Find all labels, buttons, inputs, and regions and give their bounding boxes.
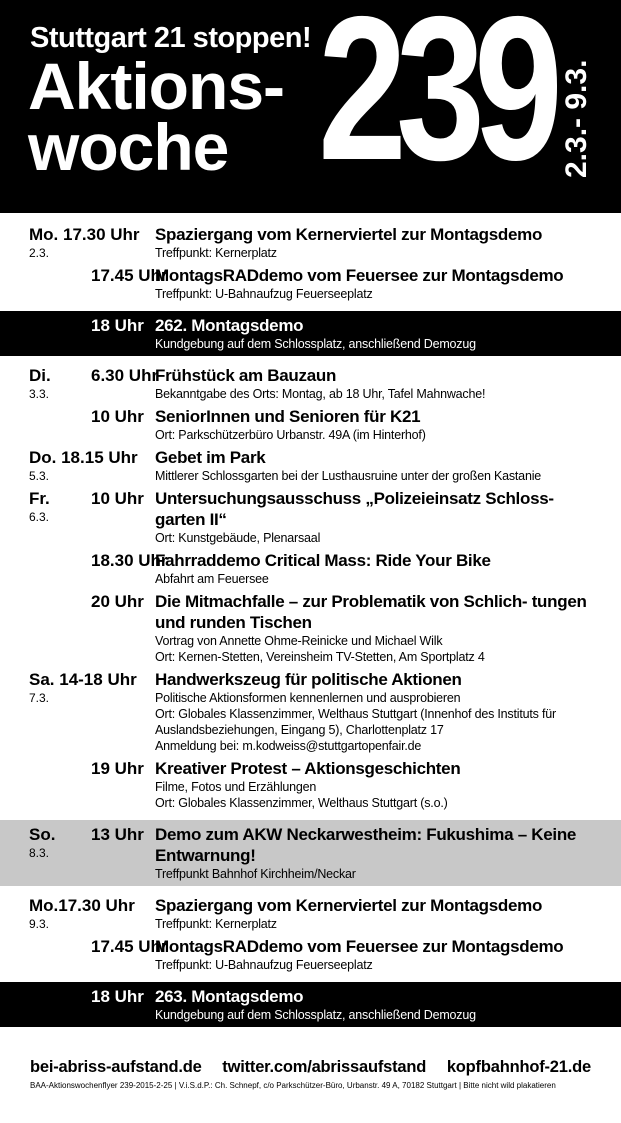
event-day: So. — [29, 825, 56, 844]
week-dates: 2.3.- 9.3. — [560, 59, 593, 178]
event-detail: Anmeldung bei: m.kodweiss@stuttgartopenfair.de — [155, 739, 422, 753]
event-row — [0, 265, 621, 302]
event-title: 262. Montagsdemo — [155, 316, 304, 335]
imprint: BAA-Aktionswochenflyer 239-2015-2-25 | V.i.S.d.P.: Ch. Schnepf, c/o Parkschützer-Büro, Urbanstr. 49 A, 70182 Stuttgart | Bitte nicht wild plakatieren — [30, 1081, 556, 1090]
week-number: 239 — [318, 0, 553, 203]
event-detail: Treffpunkt: Kernerplatz — [155, 246, 277, 260]
event-day-column — [0, 669, 137, 754]
event-time — [91, 447, 139, 484]
event-body — [155, 315, 595, 352]
event-day: Mo. 17.30 Uhr — [29, 225, 140, 244]
event-time — [91, 895, 139, 932]
spacer — [0, 356, 621, 365]
event-time — [91, 224, 139, 261]
event-row — [0, 982, 621, 1027]
event-detail: Ort: Kernen-Stetten, Vereinsheim TV-Stetten, Am Sportplatz 4 — [155, 650, 485, 664]
event-day-column — [0, 406, 91, 443]
event-time: 17.45 Uhr — [91, 266, 168, 285]
event-detail: Abfahrt am Feuersee — [155, 572, 269, 586]
event-date: 9.3. — [29, 917, 50, 931]
event-row — [0, 550, 621, 587]
event-body — [155, 365, 595, 402]
event-detail: Ort: Parkschützerbüro Urbanstr. 49A (im Hinterhof) — [155, 428, 426, 442]
event-body — [155, 447, 595, 484]
event-day: Mo.17.30 Uhr — [29, 896, 135, 915]
event-title: Frühstück am Bauzaun — [155, 366, 337, 385]
event-title: Untersuchungsausschuss „Polizeieinsatz Schloss- garten II“ — [155, 489, 554, 529]
event-detail: Treffpunkt: U-Bahnaufzug Feuerseeplatz — [155, 958, 373, 972]
event-day-column — [0, 895, 135, 932]
footer-link-twitter[interactable]: twitter.com/abrissaufstand — [222, 1058, 427, 1076]
event-row — [0, 406, 621, 443]
event-day-column — [0, 447, 138, 484]
event-detail: Auslandsbeziehungen, Eingang 5), Charlottenplatz 17 — [155, 723, 444, 737]
event-body — [155, 406, 595, 443]
flyer-footer — [0, 1058, 621, 1090]
event-title: Demo zum AKW Neckarwestheim: Fukushima – Keine Entwarnung! — [155, 825, 577, 865]
event-row — [0, 447, 621, 484]
event-row — [0, 936, 621, 973]
event-row — [0, 224, 621, 261]
event-day-column — [0, 224, 140, 261]
event-title: MontagsRADdemo vom Feuersee zur Montagsdemo — [155, 266, 564, 285]
event-day: Di. — [29, 366, 51, 385]
event-row — [0, 488, 621, 546]
event-detail: Treffpunkt Bahnhof Kirchheim/Neckar — [155, 867, 356, 881]
header-title-line1: Aktions- — [28, 49, 284, 123]
event-title: Kreativer Protest – Aktionsgeschichten — [155, 759, 461, 778]
event-time: 10 Uhr — [91, 489, 144, 508]
event-time: 6.30 Uhr — [91, 366, 159, 385]
event-title: Die Mitmachfalle – zur Problematik von Schlich- tungen und runden Tischen — [155, 592, 587, 632]
event-body — [155, 265, 595, 302]
spacer — [0, 811, 621, 820]
event-row — [0, 895, 621, 932]
event-date: 7.3. — [29, 691, 50, 705]
event-title: Handwerkszeug für politische Aktionen — [155, 670, 462, 689]
event-day-column — [0, 550, 91, 587]
event-row — [0, 591, 621, 665]
event-day-column — [0, 936, 91, 973]
event-time: 19 Uhr — [91, 759, 144, 778]
event-day: Fr. — [29, 489, 50, 508]
flyer-header — [0, 0, 621, 213]
event-body — [155, 936, 595, 973]
event-day: Do. 18.15 Uhr — [29, 448, 138, 467]
event-row — [0, 365, 621, 402]
event-day-column — [0, 488, 91, 546]
spacer — [0, 1027, 621, 1031]
footer-link-kopfbahnhof[interactable]: kopfbahnhof-21.de — [446, 1058, 591, 1076]
event-detail: Mittlerer Schlossgarten bei der Lusthausruine unter der großen Kastanie — [155, 469, 542, 483]
event-time: 18.30 Uhr — [91, 551, 168, 570]
footer-links — [0, 1058, 621, 1077]
header-title — [28, 49, 284, 185]
event-detail: Ort: Kunstgebäude, Plenarsaal — [155, 531, 321, 545]
event-detail: Kundgebung auf dem Schlossplatz, anschließend Demozug — [155, 1008, 476, 1022]
event-detail: Ort: Globales Klassenzimmer, Welthaus Stuttgart (s.o.) — [155, 796, 448, 810]
event-detail: Kundgebung auf dem Schlossplatz, anschließend Demozug — [155, 337, 476, 351]
footer-link-bei-abriss-aufstand[interactable]: bei-abriss-aufstand.de — [30, 1058, 202, 1076]
event-date: 5.3. — [29, 469, 50, 483]
event-row — [0, 311, 621, 356]
event-row — [0, 820, 621, 886]
header-subtitle: Stuttgart 21 stoppen! — [30, 22, 312, 54]
event-row — [0, 669, 621, 754]
event-day-column — [0, 265, 91, 302]
event-title: MontagsRADdemo vom Feuersee zur Montagsdemo — [155, 937, 564, 956]
event-body — [155, 895, 595, 932]
event-body — [155, 488, 595, 546]
event-body — [155, 224, 595, 261]
event-body — [155, 986, 595, 1023]
event-body — [155, 591, 595, 665]
event-row — [0, 758, 621, 811]
spacer — [0, 973, 621, 982]
header-title-line2: woche — [28, 110, 229, 185]
event-day-column — [0, 824, 91, 882]
event-date: 2.3. — [29, 246, 50, 260]
event-time: 18 Uhr — [91, 987, 144, 1006]
event-title: SeniorInnen und Senioren für K21 — [155, 407, 421, 426]
event-title: Spaziergang vom Kernerviertel zur Montagsdemo — [155, 225, 543, 244]
event-list — [0, 224, 621, 1031]
spacer — [0, 302, 621, 311]
event-body — [155, 669, 595, 754]
event-title: Gebet im Park — [155, 448, 266, 467]
event-title: Spaziergang vom Kernerviertel zur Montagsdemo — [155, 896, 543, 915]
event-day-column — [0, 315, 91, 352]
event-day: Sa. 14-18 Uhr — [29, 670, 137, 689]
event-body — [155, 824, 595, 882]
event-detail: Bekanntgabe des Orts: Montag, ab 18 Uhr, Tafel Mahnwache! — [155, 387, 486, 401]
event-detail: Politische Aktionsformen kennenlernen und ausprobieren — [155, 691, 461, 705]
event-time: 10 Uhr — [91, 407, 144, 426]
event-day-column — [0, 758, 91, 811]
event-detail: Treffpunkt: Kernerplatz — [155, 917, 277, 931]
event-detail: Ort: Globales Klassenzimmer, Welthaus Stuttgart (Innenhof des Instituts für — [155, 707, 556, 721]
event-day-column — [0, 591, 91, 665]
event-body — [155, 758, 595, 811]
event-date: 6.3. — [29, 510, 50, 524]
event-time: 17.45 Uhr — [91, 937, 168, 956]
event-time — [91, 669, 139, 754]
event-day-column — [0, 365, 91, 402]
event-day-column — [0, 986, 91, 1023]
spacer — [0, 886, 621, 895]
event-detail: Treffpunkt: U-Bahnaufzug Feuerseeplatz — [155, 287, 373, 301]
event-title: 263. Montagsdemo — [155, 987, 304, 1006]
event-time: 13 Uhr — [91, 825, 144, 844]
event-date: 8.3. — [29, 846, 50, 860]
event-detail: Filme, Fotos und Erzählungen — [155, 780, 317, 794]
event-time: 20 Uhr — [91, 592, 144, 611]
event-time: 18 Uhr — [91, 316, 144, 335]
event-detail: Vortrag von Annette Ohme-Reinicke und Michael Wilk — [155, 634, 443, 648]
event-title: Fahrraddemo Critical Mass: Ride Your Bike — [155, 551, 491, 570]
event-body — [155, 550, 595, 587]
event-date: 3.3. — [29, 387, 50, 401]
